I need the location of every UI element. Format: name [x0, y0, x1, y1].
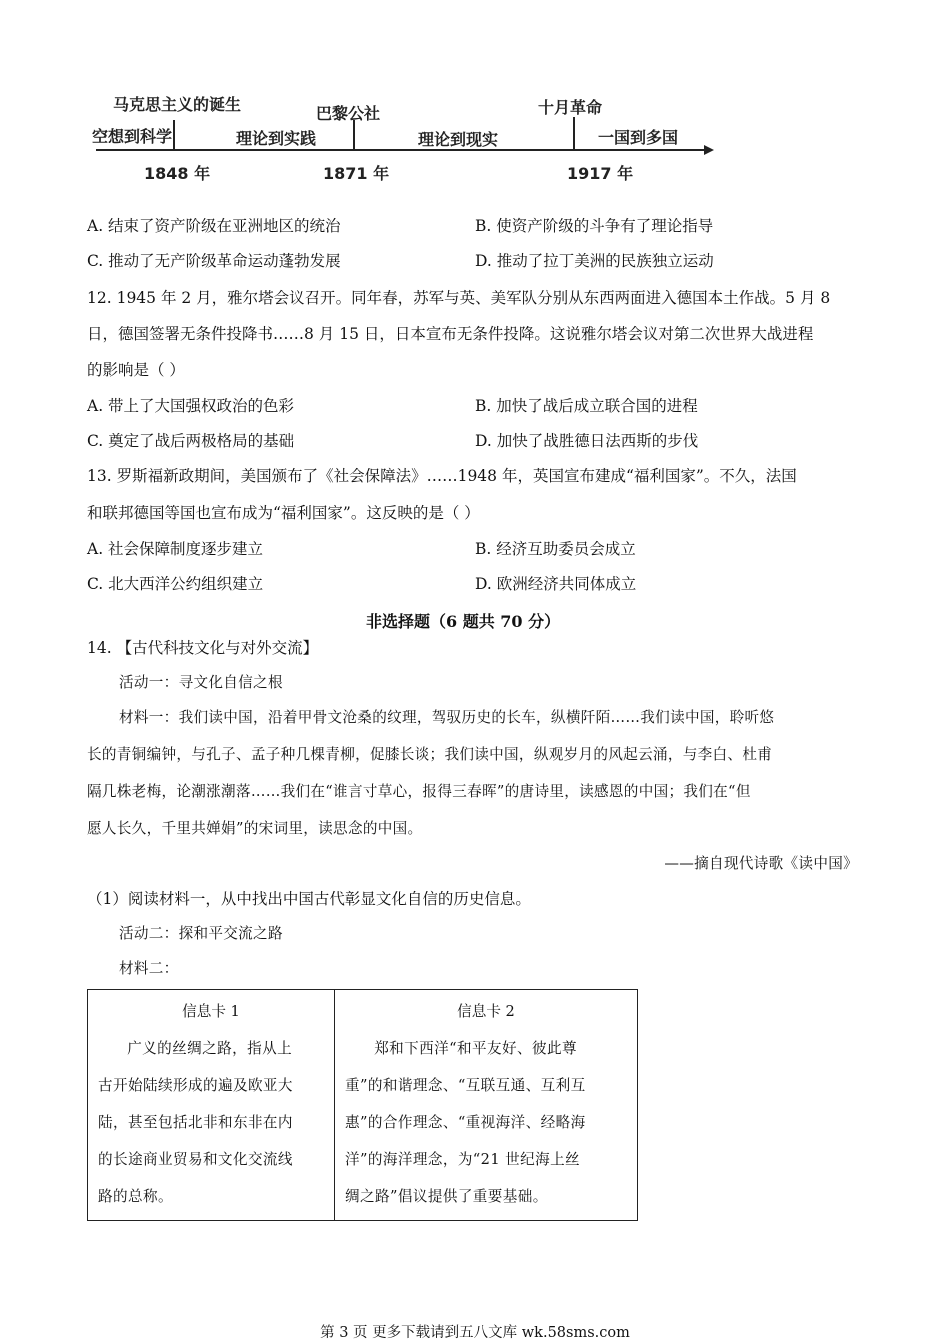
- info-card-table: [87, 989, 638, 1221]
- info-card-2-title: 信息卡 2: [457, 1003, 515, 1020]
- info-card-2-line: 惠”的合作理念、“重视海洋、经略海: [345, 1114, 586, 1131]
- q12-line-3: 的影响是（ ）: [87, 361, 185, 379]
- info-card-1-line: 的长途商业贸易和文化交流线: [98, 1151, 293, 1168]
- info-card-2: [335, 990, 638, 1221]
- info-card-1: [88, 990, 335, 1221]
- q14-subquestion-1: （1）阅读材料一，从中找出中国古代彰显文化自信的历史信息。: [87, 890, 531, 908]
- info-card-1-line: 陆，甚至包括北非和东非在内: [98, 1114, 293, 1131]
- q11-option-a: A. 结束了资产阶级在亚洲地区的统治: [87, 217, 341, 235]
- timeline-segment-one-to-many: 一国到多国: [598, 128, 679, 147]
- timeline-label-marxism: 马克思主义的诞生: [113, 95, 242, 114]
- q11-option-d: D. 推动了拉丁美洲的民族独立运动: [475, 252, 714, 270]
- info-card-2-line: 郑和下西洋“和平友好、彼此尊: [374, 1040, 577, 1057]
- q14-title: 14. 【古代科技文化与对外交流】: [87, 639, 319, 657]
- info-card-2-line: 重”的和谐理念、“互联互通、互利互: [345, 1077, 586, 1094]
- q12-option-c: C. 奠定了战后两极格局的基础: [87, 432, 295, 450]
- q14-material-1-source: ——摘自现代诗歌《读中国》: [664, 855, 858, 872]
- info-card-1-line: 广义的丝绸之路，指从上: [127, 1040, 293, 1057]
- q11-option-c: C. 推动了无产阶级革命运动蓬勃发展: [87, 252, 341, 270]
- q14-material-1-line-2: 长的青铜编钟，与孔子、孟子种几棵青柳，促膝长谈；我们读中国，纵观岁月的风起云涌，与李白、杜甫: [87, 746, 773, 763]
- q14-material-1-line-3: 隔几株老梅，论潮涨潮落……我们在“谁言寸草心，报得三春晖”的唐诗里，读感恩的中国；我们在“但: [87, 783, 751, 800]
- info-card-2-line: 绸之路”倡议提供了重要基础。: [345, 1188, 548, 1205]
- info-card-1-body: [98, 1030, 324, 1215]
- page-footer: 第 3 页 更多下载请到五八文库 wk.58sms.com: [320, 1325, 630, 1341]
- q14-activity-2: 活动二：探和平交流之路: [119, 925, 283, 942]
- q11-option-b: B. 使资产阶级的斗争有了理论指导: [475, 217, 714, 235]
- q12-option-d: D. 加快了战胜德日法西斯的步伐: [475, 432, 699, 450]
- q13-option-b: B. 经济互助委员会成立: [475, 540, 636, 558]
- timeline-segment-utopia-to-science: 空想到科学: [92, 127, 173, 146]
- q14-material-1-line-4: 愿人长久，千里共婵娟”的宋词里，读思念的中国。: [87, 820, 423, 837]
- q13-line-1: 13. 罗斯福新政期间，美国颁布了《社会保障法》……1948 年，英国宣布建成“福利国家”。不久，法国: [87, 467, 797, 485]
- q14-material-2-label: 材料二：: [119, 960, 179, 977]
- timeline-year-1848: 1848 年: [144, 164, 211, 183]
- timeline-label-october-revolution: 十月革命: [538, 98, 603, 117]
- timeline-year-1917: 1917 年: [567, 164, 634, 183]
- q13-option-d: D. 欧洲经济共同体成立: [475, 575, 637, 593]
- timeline-year-1871: 1871 年: [323, 164, 390, 183]
- info-card-1-line: 路的总称。: [98, 1188, 173, 1205]
- section-title: 非选择题（6 题共 70 分）: [366, 612, 561, 631]
- timeline-segment-theory-to-practice: 理论到实践: [236, 129, 317, 148]
- timeline-segment-theory-to-reality: 理论到现实: [418, 130, 499, 149]
- info-card-1-title: 信息卡 1: [182, 1003, 240, 1020]
- info-card-2-line: 洋”的海洋理念，为“21 世纪海上丝: [345, 1151, 581, 1168]
- q12-line-2: 日，德国签署无条件投降书……8 月 15 日，日本宣布无条件投降。这说雅尔塔会议对第二次世界大战进程: [87, 325, 814, 343]
- info-card-1-line: 古开始陆续形成的遍及欧亚大: [98, 1077, 293, 1094]
- timeline-arrow: [704, 145, 714, 155]
- q12-option-a: A. 带上了大国强权政治的色彩: [87, 397, 295, 415]
- q12-line-1: 12. 1945 年 2 月，雅尔塔会议召开。同年春，苏军与英、美军队分别从东西两面进入德国本土作战。5 月 8: [87, 289, 831, 307]
- q13-option-c: C. 北大西洋公约组织建立: [87, 575, 264, 593]
- q14-material-1-line-1: 材料一：我们读中国，沿着甲骨文沧桑的纹理，驾驭历史的长车，纵横阡陌……我们读中国，聆听悠: [119, 709, 775, 726]
- q13-option-a: A. 社会保障制度逐步建立: [87, 540, 264, 558]
- q13-line-2: 和联邦德国等国也宣布成为“福利国家”。这反映的是（ ）: [87, 504, 480, 522]
- timeline-label-paris-commune: 巴黎公社: [316, 104, 381, 123]
- info-card-2-body: [345, 1030, 627, 1215]
- q12-option-b: B. 加快了战后成立联合国的进程: [475, 397, 698, 415]
- q14-activity-1: 活动一：寻文化自信之根: [119, 674, 283, 691]
